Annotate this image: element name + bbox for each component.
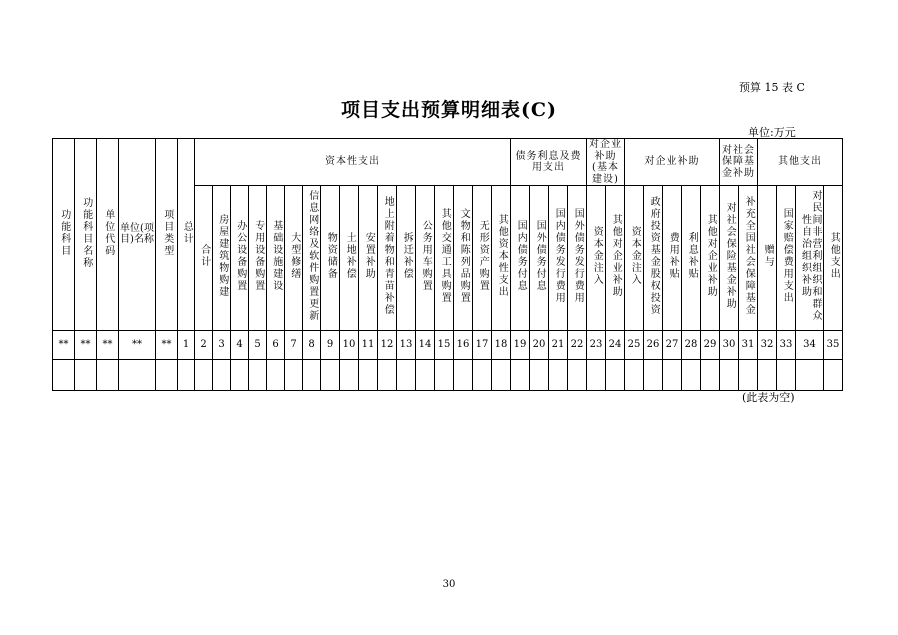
- col-s-fund: 对社会保险基金补助: [720, 186, 739, 331]
- col-office-equipment: 办公设备购置: [231, 186, 249, 331]
- page-title: 项目支出预算明细表(C): [340, 99, 558, 121]
- empty-cell: [568, 359, 587, 390]
- col-ec-other: 其他对企业补助: [606, 186, 625, 331]
- empty-cell: [454, 359, 473, 390]
- col-o-nonprofit: 对民间非营利组织和群众性自治组织补助: [796, 186, 824, 331]
- col-o-other: 其他支出: [824, 186, 843, 331]
- index-cell: 21: [549, 330, 568, 359]
- empty-cell: [739, 359, 758, 390]
- empty-cell: [682, 359, 701, 390]
- index-cell: 8: [303, 330, 321, 359]
- empty-cell: [231, 359, 249, 390]
- col-ec-capital: 资本金注入: [587, 186, 606, 331]
- empty-cell: [435, 359, 454, 390]
- empty-cell: [824, 359, 843, 390]
- empty-cell: [359, 359, 378, 390]
- col-vehicle: 公务用车购置: [416, 186, 435, 331]
- index-cell: 18: [492, 330, 511, 359]
- index-cell: 32: [758, 330, 777, 359]
- col-debt-foreign-fee: 国外债务发行费用: [568, 186, 587, 331]
- index-cell: **: [119, 330, 156, 359]
- col-e-capital: 资本金注入: [625, 186, 644, 331]
- empty-cell: [303, 359, 321, 390]
- col-capital-other: 其他资本性支出: [492, 186, 511, 331]
- index-cell: 11: [359, 330, 378, 359]
- index-cell: 33: [777, 330, 796, 359]
- empty-cell: [549, 359, 568, 390]
- group-other: 其他支出: [758, 139, 843, 186]
- col-total: 总计: [178, 139, 195, 331]
- index-cell: 26: [644, 330, 663, 359]
- page-number: 30: [442, 579, 456, 590]
- index-cell: 29: [701, 330, 720, 359]
- col-infrastructure: 基础设施建设: [267, 186, 285, 331]
- col-intangible: 无形资产购置: [473, 186, 492, 331]
- index-cell: 4: [231, 330, 249, 359]
- index-cell: 2: [195, 330, 213, 359]
- group-debt: 债务利息及费用支出: [511, 139, 587, 186]
- index-cell: 31: [739, 330, 758, 359]
- empty-cell: [492, 359, 511, 390]
- empty-cell: [213, 359, 231, 390]
- empty-cell: [416, 359, 435, 390]
- col-capital-subtotal: 合计: [195, 186, 213, 331]
- index-cell: 6: [267, 330, 285, 359]
- empty-cell: [178, 359, 195, 390]
- index-cell: 30: [720, 330, 739, 359]
- col-s-supplement: 补充全国社会保障基金: [739, 186, 758, 331]
- index-cell: 14: [416, 330, 435, 359]
- empty-cell: [195, 359, 213, 390]
- col-e-fee: 费用补贴: [663, 186, 682, 331]
- col-e-other: 其他对企业补助: [701, 186, 720, 331]
- index-cell: 22: [568, 330, 587, 359]
- table-code: 预算 15 表 C: [739, 81, 805, 94]
- col-debt-foreign: 国外债务付息: [530, 186, 549, 331]
- col-attachments: 地上附着物和青苗补偿: [378, 186, 397, 331]
- budget-table: [52, 138, 843, 391]
- empty-cell: [267, 359, 285, 390]
- col-reserve: 物资储备: [321, 186, 340, 331]
- index-cell: 35: [824, 330, 843, 359]
- empty-cell: [321, 359, 340, 390]
- col-special-equipment: 专用设备购置: [249, 186, 267, 331]
- col-o-gift: 赠与: [758, 186, 777, 331]
- index-cell: 28: [682, 330, 701, 359]
- index-cell: 34: [796, 330, 824, 359]
- index-cell: 12: [378, 330, 397, 359]
- index-cell: **: [75, 330, 97, 359]
- empty-cell: [97, 359, 119, 390]
- empty-cell: [473, 359, 492, 390]
- index-cell: 23: [587, 330, 606, 359]
- empty-cell: [625, 359, 644, 390]
- group-enterprise: 对企业补助: [625, 139, 720, 186]
- index-cell: 16: [454, 330, 473, 359]
- unit-label: 单位:万元: [748, 126, 796, 139]
- empty-cell: [53, 359, 75, 390]
- empty-cell: [249, 359, 267, 390]
- col-debt-domestic: 国内债务付息: [511, 186, 530, 331]
- empty-cell: [701, 359, 720, 390]
- index-cell: **: [97, 330, 119, 359]
- col-repair: 大型修缮: [285, 186, 303, 331]
- empty-cell: [606, 359, 625, 390]
- index-cell: 27: [663, 330, 682, 359]
- index-cell: 10: [340, 330, 359, 359]
- empty-cell: [285, 359, 303, 390]
- col-func-subject: 功能科目: [53, 139, 75, 331]
- col-debt-domestic-fee: 国内债务发行费用: [549, 186, 568, 331]
- col-house: 房屋建筑物购建: [213, 186, 231, 331]
- empty-cell: [75, 359, 97, 390]
- index-cell: 7: [285, 330, 303, 359]
- empty-cell: [119, 359, 156, 390]
- index-cell: **: [156, 330, 178, 359]
- group-social-security: 对社会保障基金补助: [720, 139, 758, 186]
- empty-cell: [511, 359, 530, 390]
- index-cell: 20: [530, 330, 549, 359]
- index-cell: **: [53, 330, 75, 359]
- index-cell: 5: [249, 330, 267, 359]
- index-cell: 1: [178, 330, 195, 359]
- empty-cell: [644, 359, 663, 390]
- index-cell: 13: [397, 330, 416, 359]
- col-land: 土地补偿: [340, 186, 359, 331]
- empty-cell: [663, 359, 682, 390]
- group-capital: 资本性支出: [195, 139, 511, 186]
- empty-cell: [796, 359, 824, 390]
- col-it: 信息网络及软件购置更新: [303, 186, 321, 331]
- index-cell: 25: [625, 330, 644, 359]
- empty-cell: [777, 359, 796, 390]
- index-cell: 24: [606, 330, 625, 359]
- empty-cell: [720, 359, 739, 390]
- col-resettle: 安置补助: [359, 186, 378, 331]
- col-demolition: 拆迁补偿: [397, 186, 416, 331]
- col-relics: 文物和陈列品购置: [454, 186, 473, 331]
- index-cell: 17: [473, 330, 492, 359]
- index-row: [53, 330, 843, 359]
- index-cell: 9: [321, 330, 340, 359]
- col-func-name: 功能科目名称: [75, 139, 97, 331]
- empty-cell: [758, 359, 777, 390]
- col-unit-name: 单位(项目)名称: [119, 139, 156, 331]
- col-o-compensation: 国家赔偿费用支出: [777, 186, 796, 331]
- col-unit-code: 单位代码: [97, 139, 119, 331]
- empty-cell: [156, 359, 178, 390]
- col-transport: 其他交通工具购置: [435, 186, 454, 331]
- empty-data-row: [53, 359, 843, 390]
- empty-cell: [587, 359, 606, 390]
- empty-cell: [397, 359, 416, 390]
- col-project-type: 项目类型: [156, 139, 178, 331]
- col-e-interest: 利息补贴: [682, 186, 701, 331]
- empty-cell: [378, 359, 397, 390]
- index-cell: 19: [511, 330, 530, 359]
- empty-cell: [340, 359, 359, 390]
- col-e-equity: 政府投资基金股权投资: [644, 186, 663, 331]
- group-enterprise-capital: 对企业补助(基本建设): [587, 139, 625, 186]
- empty-table-note: (此表为空): [742, 391, 795, 404]
- index-cell: 15: [435, 330, 454, 359]
- empty-cell: [530, 359, 549, 390]
- index-cell: 3: [213, 330, 231, 359]
